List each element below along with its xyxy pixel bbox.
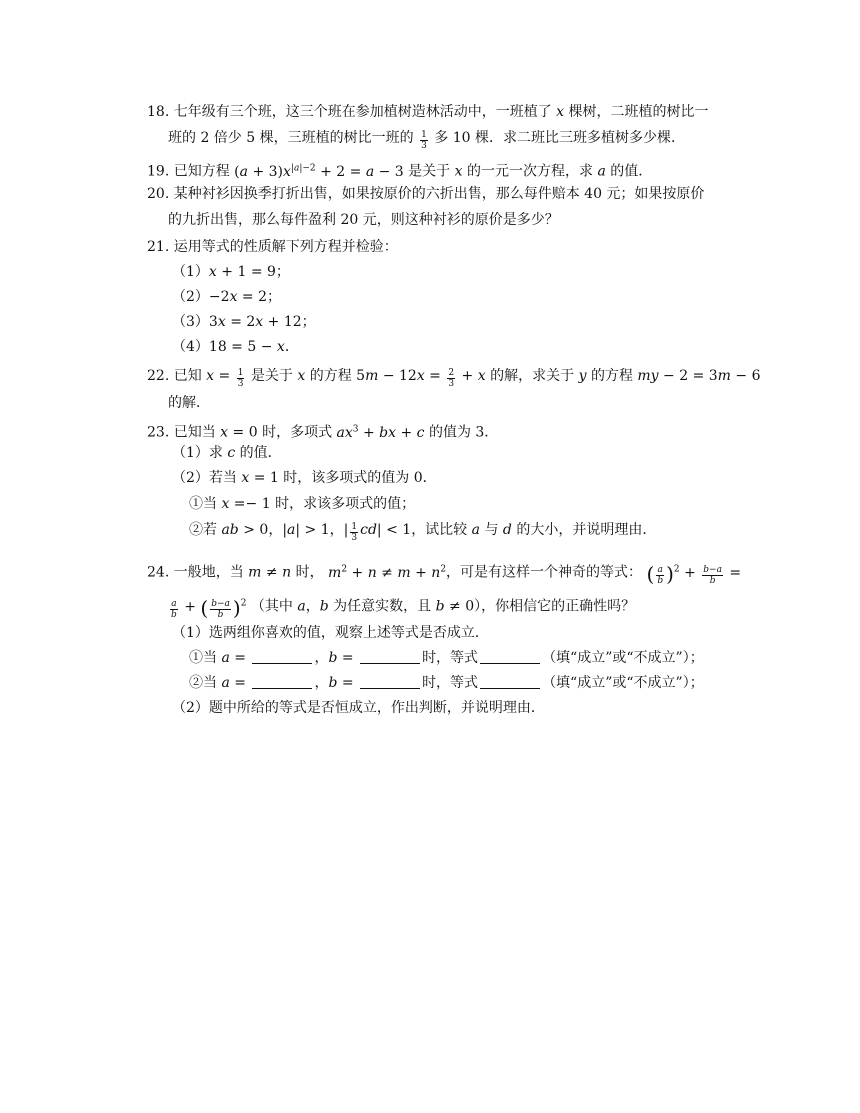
blank-a1[interactable] bbox=[252, 651, 312, 664]
blank-result1[interactable] bbox=[480, 651, 540, 664]
q24-part1-row1: ①当 a = ，b = 时，等式 （填“成立”或“不成立”）； bbox=[189, 650, 704, 666]
blank-a2[interactable] bbox=[252, 676, 312, 689]
q24-line2: $\frac{a}{b}$ + ( $\frac{b-a}{b}$ )$^2$ （其中 a，b 为任意实数，且 b ≠ 0），你相信它的正确性吗？ bbox=[171, 595, 636, 620]
q21-part4: （4）18 = 5 − x． bbox=[172, 339, 299, 355]
q20-line1: 20. 某种衬衫因换季打折出售，如果按原价的六折出售，那么每件赔本 40 元；如果按原价 bbox=[147, 186, 705, 202]
q24-number: 24. bbox=[147, 564, 170, 581]
q22-line1: 22. 已知 x = $\frac{1}{3}$ 是关于 x 的方程 5m − 12x = $\frac{2}{3}$ + x 的解，求关于 y 的方程 my − 2 = 3m − 6 bbox=[147, 368, 761, 389]
q24-line1: 24. 一般地，当 m ≠ n 时， $m^2 + n \ne m + n^2$，可是有这样一个神奇的等式： ( $\frac{a}{b}$ )$^2$ + $\frac{b-a}{b}$ = bbox=[147, 561, 742, 586]
q22-line2: 的解． bbox=[168, 395, 210, 411]
q23-part2-ii: ②若 ab > 0，|a| > 1，| $\frac{1}{3}$ cd| < 1，试比较 a 与 d 的大小，并说明理由． bbox=[189, 522, 657, 543]
q21-part2: （2）−2x = 2； bbox=[172, 289, 282, 305]
q21-part1: （1）x + 1 = 9； bbox=[172, 264, 290, 280]
q22-number: 22. bbox=[147, 368, 170, 384]
blank-b1[interactable] bbox=[360, 651, 420, 664]
q21-title: 21. 运用等式的性质解下列方程并检验： bbox=[147, 239, 398, 255]
q20-line2: 的九折出售，那么每件盈利 20 元，则这种衬衫的原价是多少？ bbox=[168, 212, 559, 228]
q18-line2: 班的 2 倍少 5 棵，三班植的树比一班的 $\frac{1}{3}$ 多 10 棵．求二班比三班多植树多少棵． bbox=[168, 130, 685, 151]
q23-number: 23. bbox=[147, 424, 170, 441]
q18-number: 18. bbox=[147, 104, 170, 120]
q19-number: 19. bbox=[147, 163, 170, 180]
q21-number: 21. bbox=[147, 239, 170, 255]
q24-part1-row2: ②当 a = ，b = 时，等式 （填“成立”或“不成立”）； bbox=[189, 675, 704, 691]
q23-part2: （2）若当 x = 1 时，该多项式的值为 0． bbox=[172, 470, 437, 486]
q20-number: 20. bbox=[147, 186, 170, 202]
q18-line1: 18. 七年级有三个班，这三个班在参加植树造林活动中，一班植了 x 棵树，二班植的树比一 bbox=[147, 104, 709, 120]
blank-result2[interactable] bbox=[480, 676, 540, 689]
q24-part1: （1）选两组你喜欢的值，观察上述等式是否成立． bbox=[172, 625, 489, 641]
q21-part3: （3）3x = 2x + 12； bbox=[172, 314, 316, 330]
q19-line: 19. 已知方程 $(a + 3)x^{|a|-2} + 2 = a - 3$ 是关于 x 的一元一次方程，求 a 的值． bbox=[147, 163, 653, 180]
q23-part2-i: ①当 x =− 1 时，求该多项式的值； bbox=[189, 496, 416, 512]
q23-part1: （1）求 c 的值． bbox=[172, 445, 282, 461]
blank-b2[interactable] bbox=[360, 676, 420, 689]
q24-part2: （2）题中所给的等式是否恒成立，作出判断，并说明理由． bbox=[172, 700, 545, 716]
q23-line1: 23. 已知当 x = 0 时，多项式 $ax^3$ + bx + c 的值为 3． bbox=[147, 424, 499, 441]
